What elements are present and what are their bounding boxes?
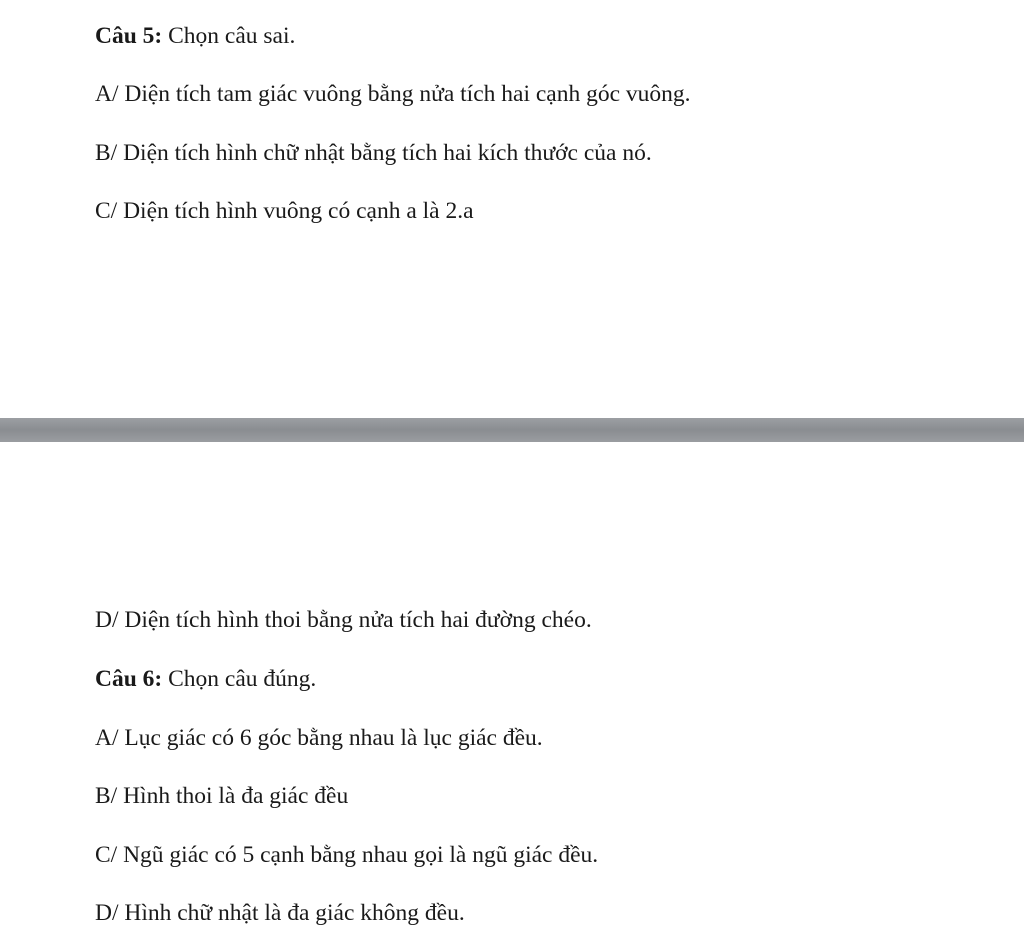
question-6-option-d: D/ Hình chữ nhật là đa giác không đều. <box>95 900 465 926</box>
document-page-1 <box>0 0 1024 418</box>
document-page-2 <box>0 442 1024 941</box>
question-6-option-b: B/ Hình thoi là đa giác đều <box>95 783 349 809</box>
question-6-prompt: Chọn câu đúng. <box>162 666 317 692</box>
page-break-separator <box>0 418 1024 442</box>
question-6-option-a: A/ Lục giác có 6 góc bằng nhau là lục giác đều. <box>95 725 543 751</box>
question-6-label: Câu 6: <box>95 666 163 692</box>
question-6-option-c: C/ Ngũ giác có 5 cạnh bằng nhau gọi là ngũ giác đều. <box>95 842 599 868</box>
question-5-option-d: D/ Diện tích hình thoi bằng nửa tích hai đường chéo. <box>95 607 592 633</box>
question-6-heading <box>95 664 316 694</box>
question-5-option-a: A/ Diện tích tam giác vuông bằng nửa tích hai cạnh góc vuông. <box>95 81 691 107</box>
question-5-option-c: C/ Diện tích hình vuông có cạnh a là 2.a <box>95 198 474 224</box>
question-5-label: Câu 5: <box>95 23 163 49</box>
question-5-prompt: Chọn câu sai. <box>162 23 296 49</box>
question-5-option-b: B/ Diện tích hình chữ nhật bằng tích hai kích thước của nó. <box>95 140 652 166</box>
question-5-heading <box>95 21 295 51</box>
